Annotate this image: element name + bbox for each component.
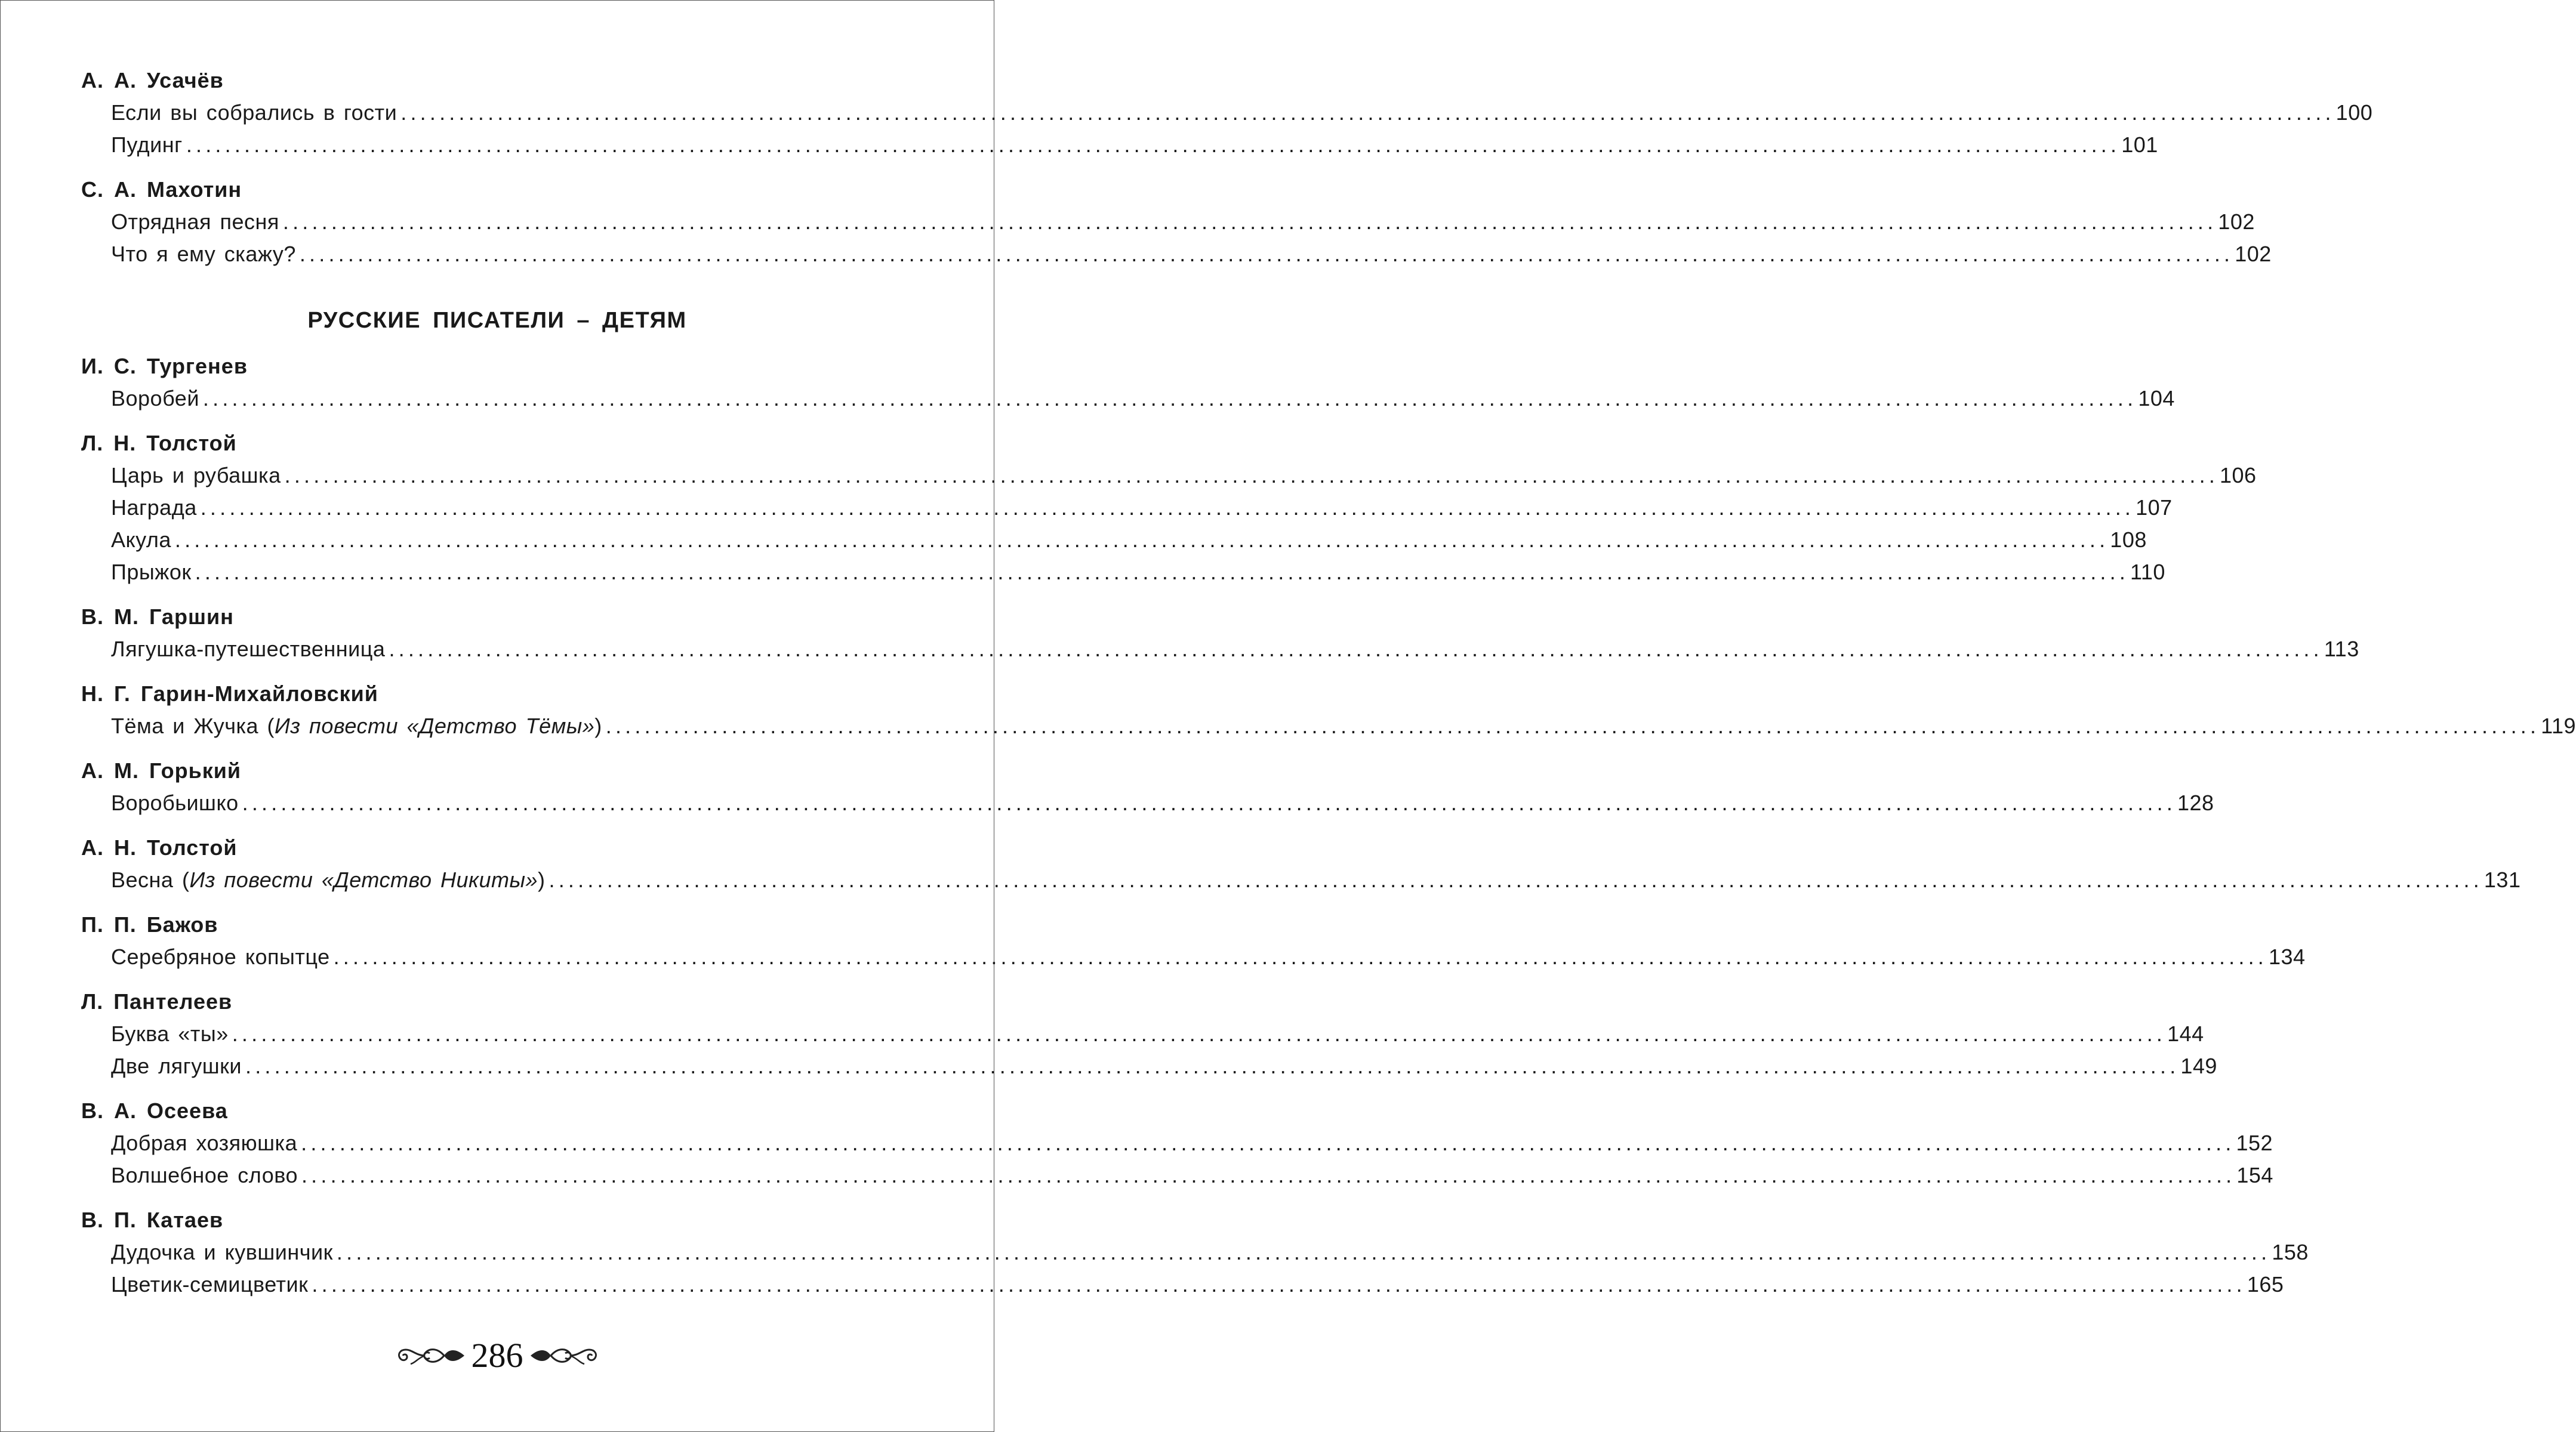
author-name: П. П. Бажов [81, 912, 218, 937]
toc-author-group [81, 986, 2217, 1082]
dot-leader: ........................................................................................................................................................................................................ [202, 386, 2137, 411]
author-name: Л. Пантелеев [81, 989, 233, 1014]
entry-page-number: 144 [2167, 1021, 2204, 1046]
entry-page-number: 102 [2218, 209, 2255, 234]
entry-page-number: 107 [2136, 495, 2173, 520]
entry-title-text: Две лягушки [111, 1054, 242, 1078]
dot-leader: ........................................................................................................................................................................................................ [301, 1163, 2236, 1187]
entry-title-text: Награда [111, 495, 197, 520]
entry-page-number: 134 [2268, 945, 2306, 969]
entry-page-number: 108 [2110, 527, 2147, 552]
entry-title [111, 556, 192, 588]
dot-leader: ........................................................................................................................................................................................................ [174, 527, 2109, 552]
entry-title [111, 492, 197, 524]
dot-leader: ........................................................................................................................................................................................................ [245, 1054, 2180, 1078]
author-name: В. П. Катаев [81, 1208, 224, 1232]
dot-leader: ........................................................................................................................................................................................................ [549, 868, 2483, 892]
toc-entry[interactable] [81, 556, 2165, 588]
toc-entry[interactable] [81, 710, 2576, 742]
entry-title-text: Пудинг [111, 132, 183, 157]
entry-title-text: Если вы собрались в гости [111, 100, 398, 125]
entry-title-text: Воробьишко [111, 791, 239, 815]
entry-page-number: 106 [2220, 463, 2257, 487]
entry-title [111, 1127, 297, 1159]
toc-entry[interactable] [81, 97, 2373, 129]
toc-author-group [81, 601, 2359, 665]
entry-page-number: 102 [2235, 242, 2272, 266]
toc-section-groups [81, 350, 2576, 1301]
entry-page-number: 101 [2121, 132, 2158, 157]
toc-entry[interactable] [81, 1269, 2284, 1301]
toc-entry[interactable] [81, 492, 2173, 524]
ornament-flourish-icon [394, 1337, 466, 1375]
toc-entry[interactable] [81, 206, 2255, 238]
toc-top-groups [81, 64, 2373, 270]
dot-leader: ........................................................................................................................................................................................................ [282, 209, 2217, 234]
entry-title [111, 1159, 298, 1192]
entry-title-text: Воробей [111, 386, 199, 411]
toc-entry[interactable] [81, 1127, 2273, 1159]
entry-title-text: Серебряное копытце [111, 945, 330, 969]
toc-author-group [81, 350, 2175, 415]
entry-title-text: Акула [111, 527, 171, 552]
entry-page-number: 158 [2272, 1240, 2309, 1264]
toc-entry[interactable] [81, 941, 2306, 973]
dot-leader: ........................................................................................................................................................................................................ [400, 100, 2335, 125]
entry-title [111, 1236, 333, 1269]
dot-leader: ........................................................................................................................................................................................................ [284, 463, 2219, 487]
toc-entry[interactable] [81, 633, 2359, 665]
page-footer [0, 1335, 994, 1375]
dot-leader: ........................................................................................................................................................................................................ [336, 1240, 2271, 1264]
entry-page-number: 128 [2177, 791, 2214, 815]
entry-title-italic: Из повести «Детство Никиты» [189, 868, 538, 892]
dot-leader: ........................................................................................................................................................................................................ [186, 132, 2121, 157]
entry-title [111, 941, 330, 973]
page-number: 286 [471, 1336, 523, 1375]
entry-title-text: Прыжок [111, 560, 192, 584]
entry-page-number: 110 [2130, 560, 2165, 584]
author-name: А. А. Усачёв [81, 68, 224, 92]
entry-title [111, 1050, 242, 1082]
entry-page-number: 149 [2180, 1054, 2217, 1078]
dot-leader: ........................................................................................................................................................................................................ [605, 714, 2540, 738]
entry-title [111, 459, 281, 492]
entry-title [111, 238, 296, 270]
entry-page-number: 119 [2541, 714, 2576, 738]
entry-page-number: 152 [2236, 1131, 2273, 1155]
entry-page-number: 113 [2324, 637, 2359, 661]
toc-entry[interactable] [81, 1159, 2273, 1192]
dot-leader: ........................................................................................................................................................................................................ [299, 242, 2234, 266]
entry-title-text: Дудочка и кувшинчик [111, 1240, 333, 1264]
toc-author-group [81, 1204, 2309, 1301]
toc-entry[interactable] [81, 1236, 2309, 1269]
entry-title [111, 1269, 308, 1301]
author-name: Л. Н. Толстой [81, 431, 237, 455]
entry-title [111, 382, 199, 415]
toc-author-group [81, 909, 2306, 973]
toc-author-group [81, 832, 2521, 896]
entry-title-text: Отрядная песня [111, 209, 279, 234]
entry-title-text: Что я ему скажу? [111, 242, 296, 266]
entry-page-number: 165 [2247, 1272, 2284, 1297]
dot-leader: ........................................................................................................................................................................................................ [389, 637, 2323, 661]
toc-entry[interactable] [81, 1018, 2204, 1050]
dot-leader: ........................................................................................................................................................................................................ [301, 1131, 2235, 1155]
entry-title-text: Тёма и Жучка ( [111, 714, 275, 738]
entry-title-text: Царь и рубашка [111, 463, 281, 487]
table-of-contents [81, 64, 2576, 1313]
entry-title [111, 633, 385, 665]
toc-entry[interactable] [81, 787, 2214, 819]
author-name: В. А. Осеева [81, 1098, 228, 1123]
dot-leader: ........................................................................................................................................................................................................ [195, 560, 2130, 584]
toc-entry[interactable] [81, 238, 2272, 270]
author-name: И. С. Тургенев [81, 354, 248, 378]
author-name: С. А. Махотин [81, 177, 242, 202]
entry-title [111, 97, 397, 129]
toc-entry[interactable] [81, 129, 2158, 161]
toc-entry[interactable] [81, 1050, 2217, 1082]
dot-leader: ........................................................................................................................................................................................................ [333, 945, 2267, 969]
entry-title-end: ) [538, 868, 546, 892]
entry-title-text: Цветик-семицветик [111, 1272, 309, 1297]
entry-page-number: 100 [2335, 100, 2373, 125]
toc-entry[interactable] [81, 524, 2147, 556]
entry-title-text: Весна ( [111, 868, 190, 892]
entry-page-number: 154 [2236, 1163, 2273, 1187]
entry-title-end: ) [594, 714, 602, 738]
dot-leader: ........................................................................................................................................................................................................ [200, 495, 2135, 520]
entry-title [111, 1018, 229, 1050]
entry-page-number: 131 [2483, 868, 2521, 892]
author-name: Н. Г. Гарин-Михайловский [81, 681, 378, 706]
author-name: А. Н. Толстой [81, 835, 238, 860]
dot-leader: ........................................................................................................................................................................................................ [242, 791, 2177, 815]
entry-title-text: Добрая хозяюшка [111, 1131, 298, 1155]
toc-entry[interactable] [81, 864, 2521, 896]
entry-title-italic: Из повести «Детство Тёмы» [275, 714, 595, 738]
toc-author-group [81, 64, 2373, 161]
entry-title [111, 206, 279, 238]
toc-author-group [81, 678, 2576, 742]
entry-title-text: Волшебное слово [111, 1163, 298, 1187]
entry-title [111, 864, 546, 896]
toc-author-group [81, 755, 2214, 819]
toc-entry[interactable] [81, 382, 2175, 415]
entry-title-text: Лягушка-путешественница [111, 637, 386, 661]
toc-entry[interactable] [81, 459, 2257, 492]
toc-author-group [81, 174, 2272, 270]
toc-author-group [81, 1095, 2273, 1192]
entry-title [111, 710, 602, 742]
toc-author-group [81, 427, 2257, 588]
entry-title [111, 787, 239, 819]
entry-title [111, 129, 183, 161]
author-name: А. М. Горький [81, 758, 241, 783]
section-title: РУССКИЕ ПИСАТЕЛИ – ДЕТЯМ [307, 308, 687, 333]
author-name: В. М. Гаршин [81, 604, 234, 629]
entry-title [111, 524, 171, 556]
dot-leader: ........................................................................................................................................................................................................ [232, 1021, 2167, 1046]
dot-leader: ........................................................................................................................................................................................................ [312, 1272, 2246, 1297]
entry-page-number: 104 [2138, 386, 2175, 411]
ornament-flourish-icon [529, 1337, 601, 1375]
entry-title-text: Буква «ты» [111, 1021, 229, 1046]
